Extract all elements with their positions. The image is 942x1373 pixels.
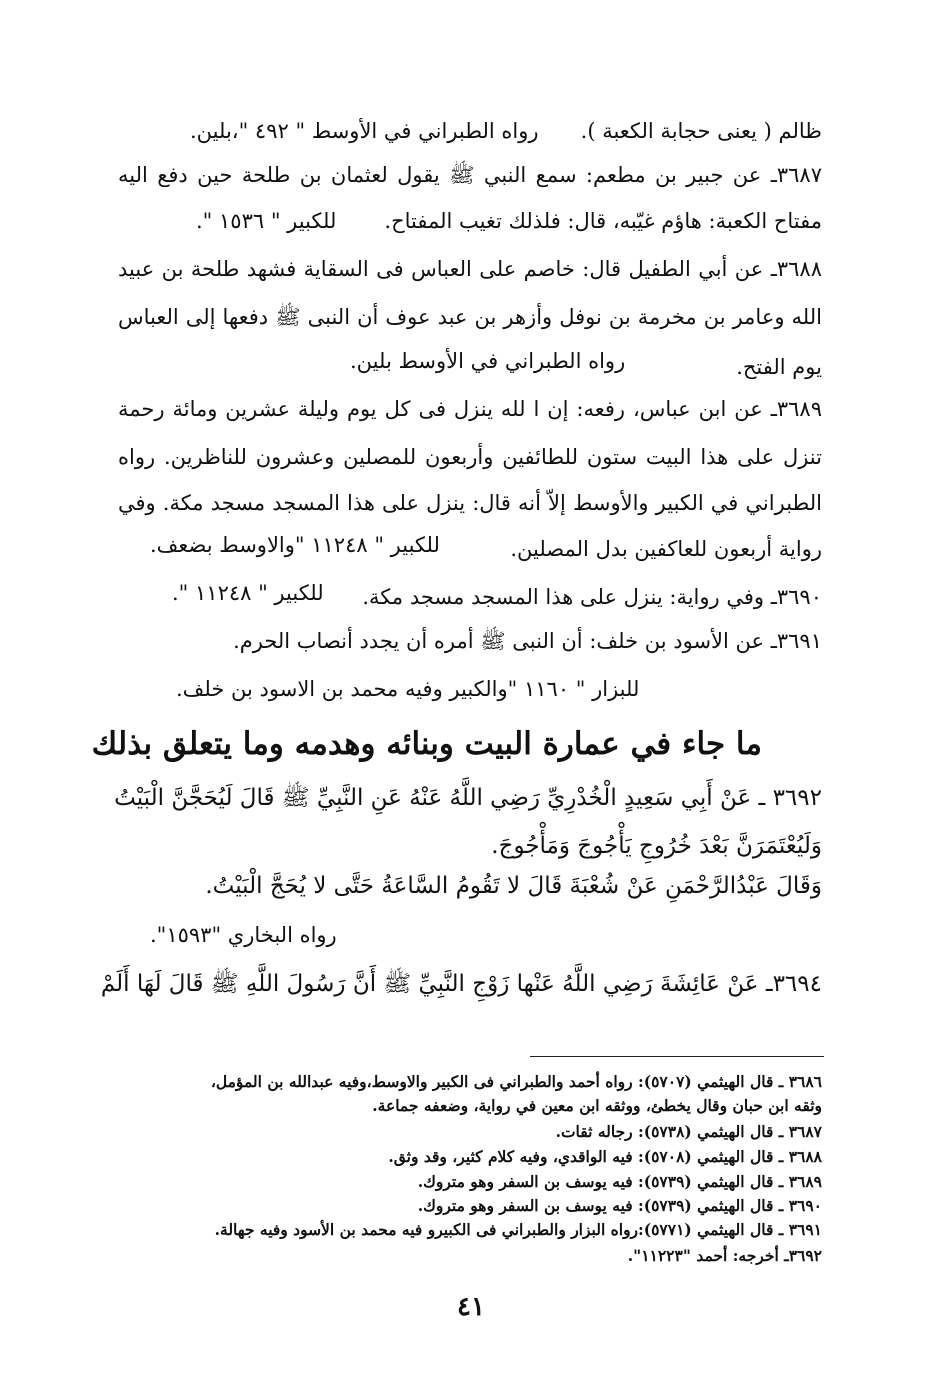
hadith-line-5: ٣٦٩٤ـ عَنْ عَائِشَةَ رَضِي اللَّهُ عَنْها زَوْجِ النَّبِيِّ ﷺ أَنَّ رَسُولَ اللَّهِ ﷺ قَالَ لَهَا أَلَمْ bbox=[100, 971, 822, 997]
text-line-11-main: ٣٦٩٠ـ وفي رواية: ينزل على هذا المسجد مسجد مكة. bbox=[362, 585, 822, 609]
hadith-line-3: وَقَالَ عَبْدُالرَّحْمَنِ عَنْ شُعْبَةَ قَالَ لا تَقُومُ السَّاعَةُ حَتَّى لا يُحَجَّ الْبَيْتُ. bbox=[205, 873, 822, 899]
page-number: ٤١ bbox=[457, 1292, 485, 1322]
hadith-reference: رواه البخاري "١٥٩٣". bbox=[150, 923, 337, 947]
footnote-line: ٣٦٨٨ ـ قال الهيثمي (٥٧٠٨): فيه الواقدي، وفيه كلام كثير، وقد وثق. bbox=[388, 1147, 822, 1166]
hadith-line-2: وَلَيُعْتَمَرَنَّ بَعْدَ خُرُوجِ يَأْجُوجَ وَمَأْجُوجَ. bbox=[491, 833, 822, 859]
footnote-line: ٣٦٨٦ ـ قال الهيثمي (٥٧٠٧): رواه أحمد والطبراني فى الكبير والاوسط،وفيه عبدالله بن المؤمل، bbox=[210, 1072, 822, 1091]
text-line-5: الله وعامر بن مخرمة بن نوفل وأزهر بن عبد عوف أن النبى ﷺ دفعها إلى العباس bbox=[118, 305, 822, 329]
footnote-divider bbox=[530, 1056, 824, 1057]
text-line-2: ٣٦٨٧ـ عن جبير بن مطعم: سمع النبي ﷺ يقول لعثمان بن طلحة حين دفع اليه bbox=[118, 163, 822, 187]
text-line-13: للبزار " ١١٦٠ "والكبير وفيه محمد بن الاسود بن خلف. bbox=[176, 677, 640, 701]
text-line-4: ٣٦٨٨ـ عن أبي الطفيل قال: خاصم على العباس فى السقاية فشهد طلحة بن عبيد bbox=[118, 257, 822, 281]
text-line-11-reference: للكبير " ١١٢٤٨ ". bbox=[172, 581, 324, 605]
footnote-line: ٣٦٨٩ ـ قال الهيثمي (٥٧٣٩): فيه يوسف بن السفر وهو متروك. bbox=[417, 1172, 822, 1191]
text-line-3-reference: للكبير " ١٥٣٦ ". bbox=[196, 209, 337, 233]
text-line-10-main: رواية أربعون للعاكفين بدل المصلين. bbox=[510, 537, 822, 561]
text-line-12: ٣٦٩١ـ عن الأسود بن خلف: أن النبى ﷺ أمره أن يجدد أنصاب الحرم. bbox=[233, 629, 822, 653]
text-line-6-reference: رواه الطبراني في الأوسط بلين. bbox=[350, 349, 626, 373]
text-line-1-reference: رواه الطبراني في الأوسط " ٤٩٢ "،بلين. bbox=[190, 119, 539, 143]
section-heading: ما جاء في عمارة البيت وبنائه وهدمه وما يتعلق بذلك bbox=[91, 726, 762, 762]
footnote-line: ٣٦٩١ ـ قال الهيثمي (٥٧٧١):رواه البزار والطبراني فى الكبيرو فيه محمد بن الأسود وفيه جهالة. bbox=[214, 1220, 822, 1239]
text-line-8: تنزل على هذا البيت ستون للطائفين وأربعون للمصلين وعشرون للناظرين. رواه bbox=[118, 445, 822, 469]
hadith-line-1: ٣٦٩٢ ـ عَنْ أَبِي سَعِيدٍ الْخُدْرِيِّ رَضِي اللَّهُ عَنْهُ عَنِ النَّبِيِّ ﷺ قَالَ لَيُحَجَّنَّ الْبَيْتُ bbox=[114, 785, 822, 811]
text-line-1-main: ظالم ( يعنى حجابة الكعبة ). bbox=[580, 119, 822, 143]
footnote-line: ٣٦٨٧ ـ قال الهيثمي (٥٧٣٨): رجاله ثقات. bbox=[555, 1122, 822, 1141]
text-line-3-main: مفتاح الكعبة: هاؤم غيّبه، قال: فلذلك تغيب المفتاح. bbox=[384, 209, 822, 233]
footnote-line: ٣٦٩٢ـ أخرجه: أحمد "١١٢٢٣". bbox=[627, 1246, 822, 1265]
text-line-10-reference: للكبير " ١١٢٤٨ "والاوسط بضعف. bbox=[150, 533, 440, 557]
footnote-line: ٣٦٩٠ ـ قال الهيثمي (٥٧٣٩): فيه يوسف بن السفر وهو متروك. bbox=[417, 1196, 822, 1215]
text-line-6-main: يوم الفتح. bbox=[736, 355, 822, 379]
footnote-line: وثقه ابن حبان وقال يخطئ، ووثقه ابن معين في رواية، وضعفه جماعة. bbox=[372, 1096, 822, 1115]
text-line-7: ٣٦٨٩ـ عن ابن عباس، رفعه: إن ا لله ينزل فى كل يوم وليلة عشرين ومائة رحمة bbox=[118, 397, 822, 421]
text-line-9: الطبراني في الكبير والأوسط إلاّ أنه قال: ينزل على هذا المسجد مسجد مكة. وفي bbox=[118, 491, 822, 515]
